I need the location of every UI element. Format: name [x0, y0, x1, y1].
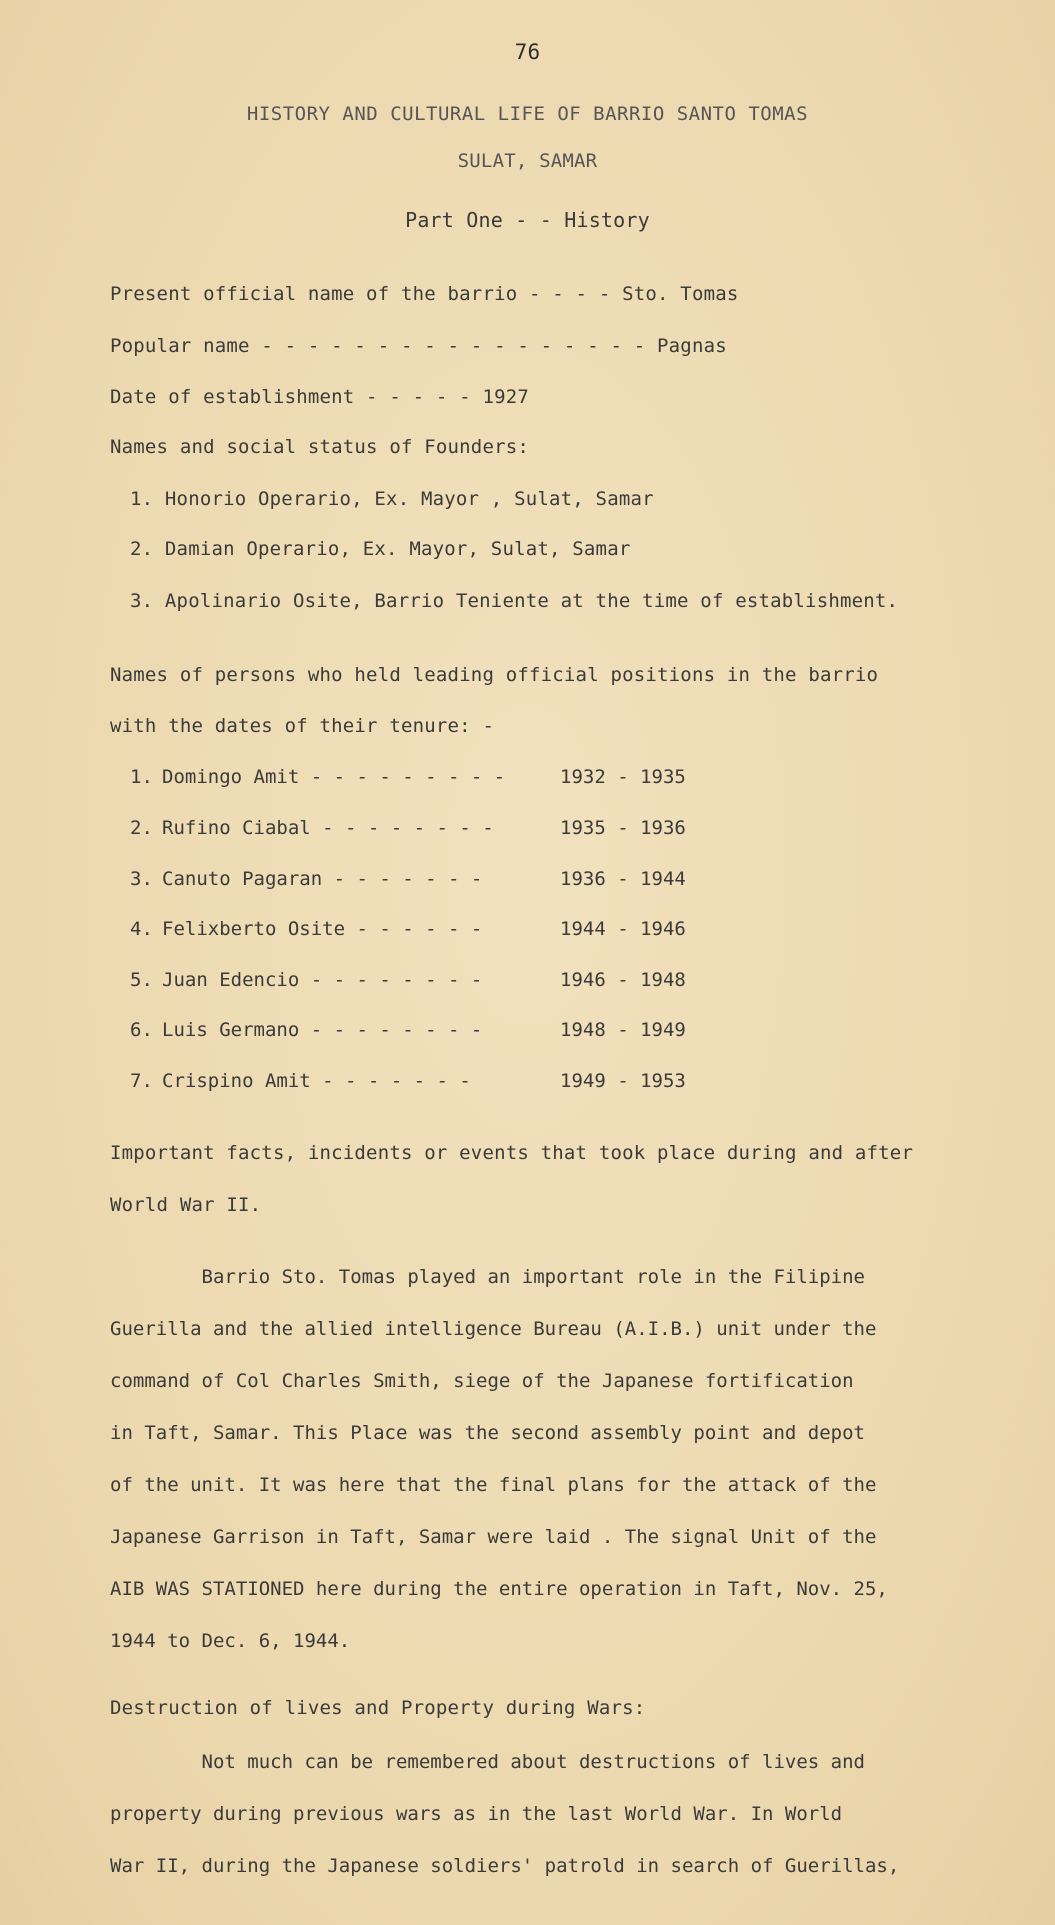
official-tenure: 1946 - 1948: [560, 969, 686, 991]
official-name: Luis Germano - - - - - - - -: [162, 1019, 483, 1041]
document-title: HISTORY AND CULTURAL LIFE OF BARRIO SANTO TOMAS: [246, 103, 809, 125]
paragraph-line: Guerilla and the allied intelligence Bureau (A.I.B.) unit under the: [110, 1318, 877, 1340]
official-tenure: 1949 - 1953: [560, 1070, 686, 1092]
official-tenure: 1944 - 1946: [560, 918, 686, 940]
destruction-paragraph: [110, 1736, 990, 1892]
paragraph-line: Japanese Garrison in Taft, Samar were laid . The signal Unit of the: [110, 1526, 877, 1548]
official-name: Juan Edencio - - - - - - - -: [162, 969, 483, 991]
official-tenure: 1936 - 1944: [560, 868, 686, 890]
founders-heading: Names and social status of Founders:: [110, 436, 530, 458]
official-number: 7.: [130, 1070, 153, 1092]
official-number: 1.: [130, 766, 153, 788]
official-tenure: 1935 - 1936: [560, 817, 686, 839]
date-established-field: Date of establishment - - - - - 1927: [110, 386, 530, 408]
paragraph-line: AIB WAS STATIONED here during the entire operation in Taft, Nov. 25,: [110, 1578, 888, 1600]
official-name: Felixberto Osite - - - - - -: [162, 918, 483, 940]
founder-item: 1. Honorio Operario, Ex. Mayor , Sulat, Samar: [130, 488, 654, 510]
facts-heading-continued: World War II.: [110, 1194, 262, 1216]
paragraph-line: Not much can be remembered about destructions of lives and: [110, 1751, 865, 1773]
paragraph-line: War II, during the Japanese soldiers' patrold in search of Guerillas,: [110, 1855, 900, 1877]
official-name: Domingo Amit - - - - - - - - -: [162, 766, 506, 788]
popular-name-field: Popular name - - - - - - - - - - - - - - - - - Pagnas: [110, 335, 727, 357]
founder-item: 2. Damian Operario, Ex. Mayor, Sulat, Samar: [130, 538, 631, 560]
official-number: 4.: [130, 918, 153, 940]
official-tenure: 1932 - 1935: [560, 766, 686, 788]
paragraph-line: Barrio Sto. Tomas played an important role in the Filipine: [110, 1266, 865, 1288]
official-name-field: Present official name of the barrio - - - - Sto. Tomas: [110, 283, 739, 305]
officials-heading-continued: with the dates of their tenure: -: [110, 715, 495, 737]
paragraph-line: 1944 to Dec. 6, 1944.: [110, 1630, 351, 1652]
part-heading: Part One - - History: [405, 208, 650, 232]
page-number: 76: [514, 40, 541, 64]
official-number: 3.: [130, 868, 153, 890]
official-number: 5.: [130, 969, 153, 991]
official-tenure: 1948 - 1949: [560, 1019, 686, 1041]
facts-heading: Important facts, incidents or events that took place during and after: [110, 1142, 914, 1164]
paragraph-line: property during previous wars as in the last World War. In World: [110, 1803, 843, 1825]
official-name: Canuto Pagaran - - - - - - -: [162, 868, 483, 890]
official-number: 2.: [130, 817, 153, 839]
official-name: Crispino Amit - - - - - - -: [162, 1070, 471, 1092]
official-name: Rufino Ciabal - - - - - - - -: [162, 817, 494, 839]
officials-heading: Names of persons who held leading official positions in the barrio: [110, 664, 879, 686]
destruction-heading: Destruction of lives and Property during Wars:: [110, 1697, 646, 1719]
paragraph-line: command of Col Charles Smith, siege of the Japanese fortification: [110, 1370, 854, 1392]
founder-item: 3. Apolinario Osite, Barrio Teniente at the time of establishment.: [130, 590, 899, 612]
paragraph-line: of the unit. It was here that the final plans for the attack of the: [110, 1474, 877, 1496]
document-subtitle: SULAT, SAMAR: [457, 150, 598, 172]
facts-paragraph: [110, 1251, 990, 1667]
official-number: 6.: [130, 1019, 153, 1041]
paragraph-line: in Taft, Samar. This Place was the second assembly point and depot: [110, 1422, 865, 1444]
